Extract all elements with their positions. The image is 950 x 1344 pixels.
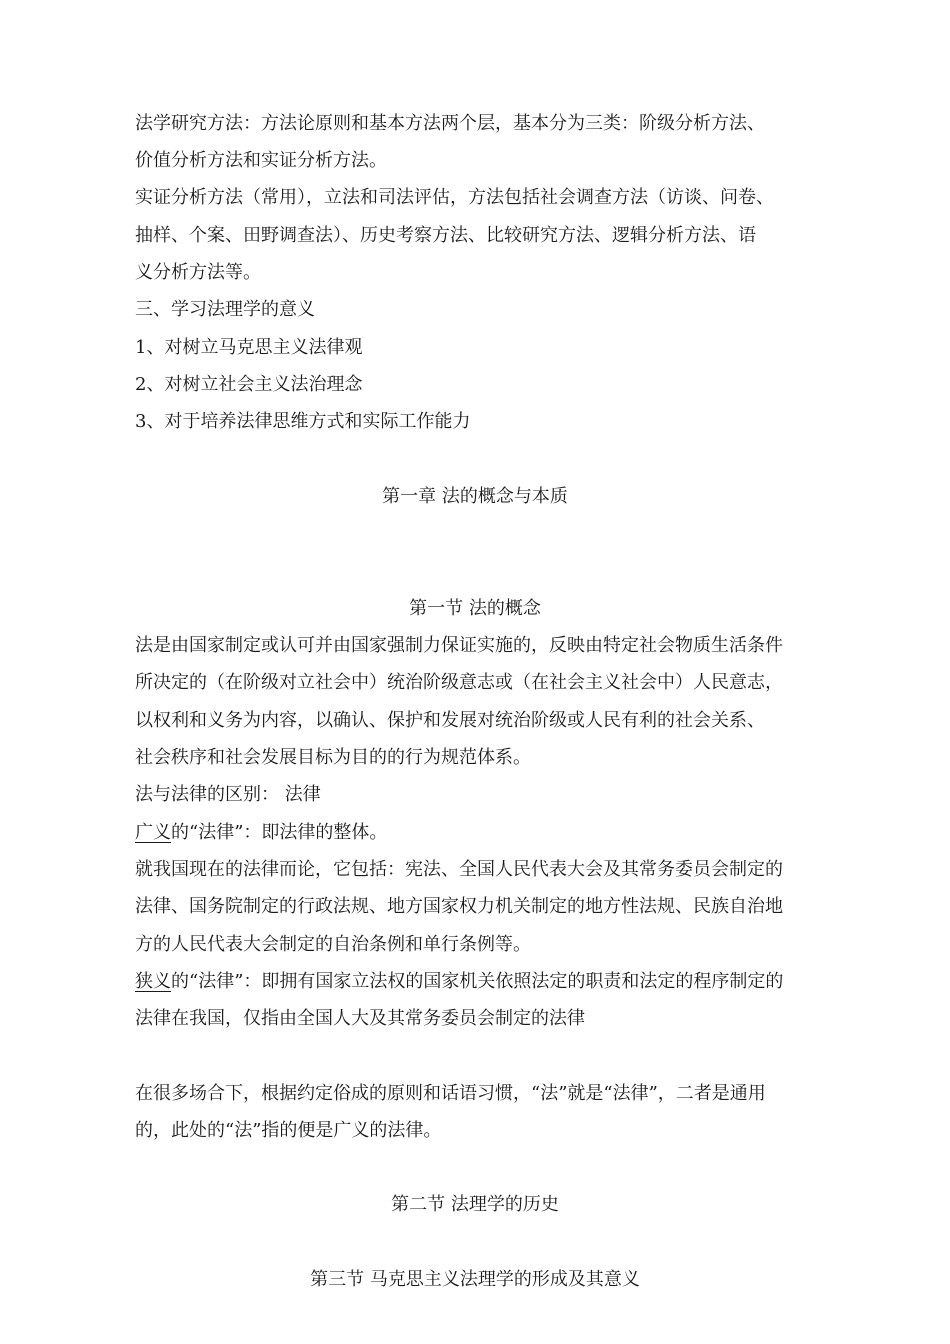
section-2-title: 第二节 法理学的历史 xyxy=(391,1194,559,1215)
broad-sense-term: 广义 xyxy=(135,822,171,843)
definition-line-1: 法是由国家制定或认可并由国家强制力保证实施的，反映由特定社会物质生活条件 xyxy=(135,635,783,656)
distinction-line: 法与法律的区别： 法律 xyxy=(135,784,321,805)
methods-line-5: 义分析方法等。 xyxy=(135,262,261,283)
methods-line-4: 抽样、个案、田野调查法）、历史考察方法、比较研究方法、逻辑分析方法、语 xyxy=(135,225,756,246)
broad-sense-line xyxy=(135,821,387,845)
chapter-1-title: 第一章 法的概念与本质 xyxy=(382,486,568,507)
definition-line-4: 社会秩序和社会发展目标为目的的行为规范体系。 xyxy=(135,747,531,768)
section-1-title: 第一节 法的概念 xyxy=(409,598,541,619)
significance-heading: 三、学习法理学的意义 xyxy=(135,299,315,320)
broad-sense-rest: 的“法律”：即法律的整体。 xyxy=(171,822,388,843)
methods-line-3: 实证分析方法（常用），立法和司法评估，方法包括社会调查方法（访谈、问卷、 xyxy=(135,187,774,208)
narrow-sense-term: 狭义 xyxy=(135,971,171,992)
broad-detail-line-3: 方的人民代表大会制定的自治条例和单行条例等。 xyxy=(135,934,531,955)
significance-item-1: 1、对树立马克思主义法律观 xyxy=(135,337,363,358)
definition-line-2: 所决定的（在阶级对立社会中）统治阶级意志或（在社会主义社会中）人民意志， xyxy=(135,672,783,693)
narrow-sense-line xyxy=(135,970,783,994)
significance-item-2: 2、对树立社会主义法治理念 xyxy=(135,374,363,395)
narrow-detail-line: 法律在我国，仅指由全国人大及其常务委员会制定的法律 xyxy=(135,1008,585,1029)
definition-line-3: 以权利和义务为内容，以确认、保护和发展对统治阶级或人民有利的社会关系、 xyxy=(135,710,765,731)
usage-line-1: 在很多场合下，根据约定俗成的原则和话语习惯，“法”就是“法律”，二者是通用 xyxy=(135,1083,766,1104)
narrow-sense-rest: 的“法律”：即拥有国家立法权的国家机关依照法定的职责和法定的程序制定的 xyxy=(171,971,784,992)
broad-detail-line-1: 就我国现在的法律而论，它包括：宪法、全国人民代表大会及其常务委员会制定的 xyxy=(135,859,783,880)
broad-detail-line-2: 法律、国务院制定的行政法规、地方国家权力机关制定的地方性法规、民族自治地 xyxy=(135,896,783,917)
significance-item-3: 3、对于培养法律思维方式和实际工作能力 xyxy=(135,411,471,432)
methods-line-1: 法学研究方法：方法论原则和基本方法两个层，基本分为三类：阶级分析方法、 xyxy=(135,113,765,134)
usage-line-2: 的，此处的“法”指的便是广义的法律。 xyxy=(135,1120,442,1141)
section-3-title: 第三节 马克思主义法理学的形成及其意义 xyxy=(310,1269,640,1290)
methods-line-2: 价值分析方法和实证分析方法。 xyxy=(135,150,387,171)
